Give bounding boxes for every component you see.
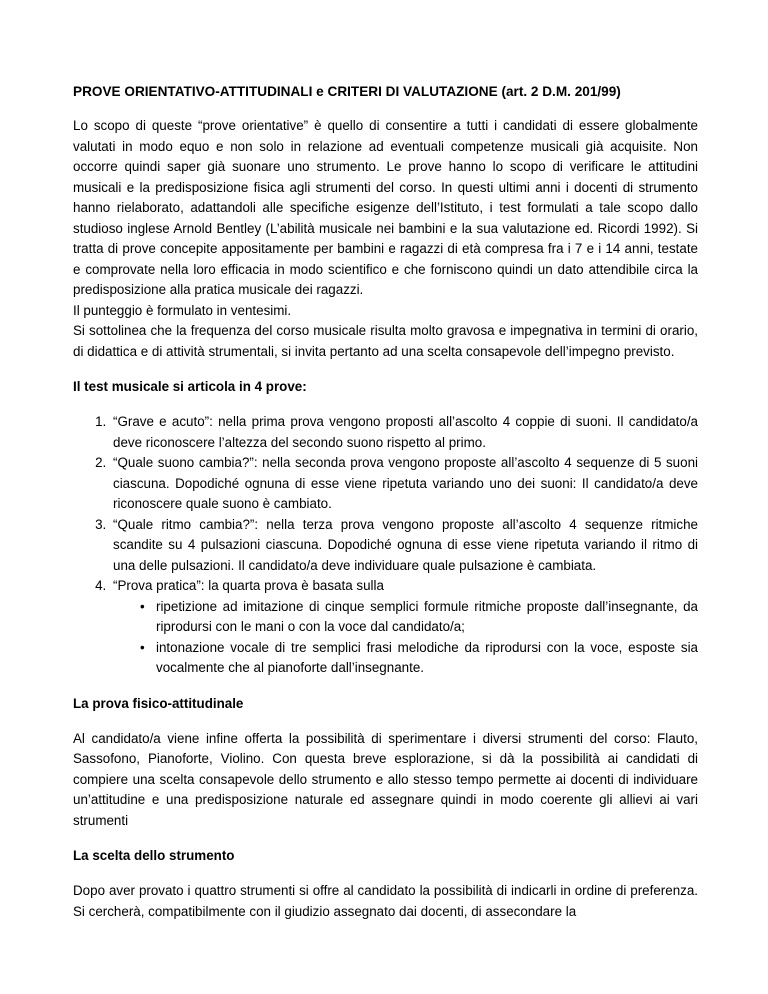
score-note: Il punteggio è formulato in ventesimi. (73, 302, 292, 318)
practical-item (140, 638, 698, 679)
document-page (73, 82, 698, 922)
test-item-1 (110, 412, 698, 453)
practical-item-text: intonazione vocale di tre semplici frasi melodiche da riprodursi con la voce, esposte sia vocalmente che al pianoforte dall’insegnante. (156, 639, 698, 675)
test-item-text: “Quale suono cambia?”: nella seconda prova vengono proposte all’ascolto 4 sequenze di 5 suoni ciascuna. Dopodiché ognuna di esse viene ripetuta variando uno dei suoni: Il candidato/a deve riconoscere quale suono è cambiato. (113, 455, 698, 511)
practical-item-text: ripetizione ad imitazione di cinque semplici formule ritmiche proposte dall’insegnante, da riprodursi con le mani o con la voce dal candidato/a; (156, 598, 698, 634)
test-item-text: “Prova pratica”: la quarta prova è basata sulla (113, 578, 384, 593)
test-item-text: “Grave e acuto”: nella prima prova vengono proposti all’ascolto 4 coppie di suoni. Il candidato/a deve riconoscere l’altezza del secondo suono rispetto al primo. (113, 414, 698, 450)
test-list (73, 412, 698, 679)
choice-heading: La scelta dello strumento (73, 848, 235, 863)
bullet-icon: • (140, 598, 145, 614)
choice-paragraph: Dopo aver provato i quattro strumenti si offre al candidato la possibilità di indicarli in ordine di preferenza. Si cercherà, compatibilmente con il giudizio assegnato dai docenti, di assecondare la (73, 883, 698, 919)
warning-paragraph: Si sottolinea che la frequenza del corso musicale risulta molto gravosa e impegnativa in termini di orario, di didattica e di attività strumentali, si invita pertanto ad una scelta consapevole dell’impegno previsto. (73, 323, 698, 359)
intro-paragraph: Lo scopo di queste “prove orientative” è quello di consentire a tutti i candidati di essere globalmente valutati in modo equo e non solo in relazione ad eventuali competenze musicali già acquisite. Non occorre quindi saper già suonare uno strumento. Le prove hanno lo scopo di verificare le attitudini musicali e la predisposizione fisica agli strumenti del corso. In questi ultimi anni i docenti di strumento hanno rielaborato, adattandoli alle specifiche esigenze dell’Istituto, i test formulati a tale scopo dallo studioso inglese Arnold Bentley (L’abilità musicale nei bambini e la sua valutazione ed. Ricordi 1992). Si tratta di prove concepite appositamente per bambini e ragazzi di età compresa fra i 7 e i 14 anni, testate e comprovate nella loro efficacia in modo scientifico e che forniscono quindi un dato attendibile circa la predisposizione alla pratica musicale dei ragazzi. (73, 118, 698, 297)
practical-list (113, 597, 698, 679)
physical-paragraph: Al candidato/a viene infine offerta la possibilità di sperimentare i diversi strumenti del corso: Flauto, Sassofono, Pianoforte, Violino. Con questa breve esplorazione, si dà la possibilità ai candidati di compiere una scelta consapevole dello strumento e allo stesso tempo permette ai docenti di individuare un’attitudine e una predisposizione naturale ed assegnare quindi in modo coerente gli allievi ai vari strumenti (73, 730, 698, 828)
test-item-3 (110, 515, 698, 577)
test-heading: Il test musicale si articola in 4 prove: (73, 379, 307, 394)
test-item-text: “Quale ritmo cambia?”: nella terza prova vengono proposte all’ascolto 4 sequenze ritmiche scandite su 4 pulsazioni ciascuna. Dopodiché ognuna di esse viene ripetuta variando il ritmo di una delle pulsazioni. Il candidato/a deve individuare quale pulsazione è cambiata. (113, 516, 698, 573)
document-title: PROVE ORIENTATIVO-ATTITUDINALI e CRITERI DI VALUTAZIONE (art. 2 D.M. 201/99) (73, 84, 621, 99)
practical-item (140, 597, 698, 638)
bullet-icon: • (140, 639, 145, 655)
test-item-4 (110, 576, 698, 679)
test-item-2 (110, 453, 698, 515)
physical-heading: La prova fisico-attitudinale (73, 695, 244, 711)
